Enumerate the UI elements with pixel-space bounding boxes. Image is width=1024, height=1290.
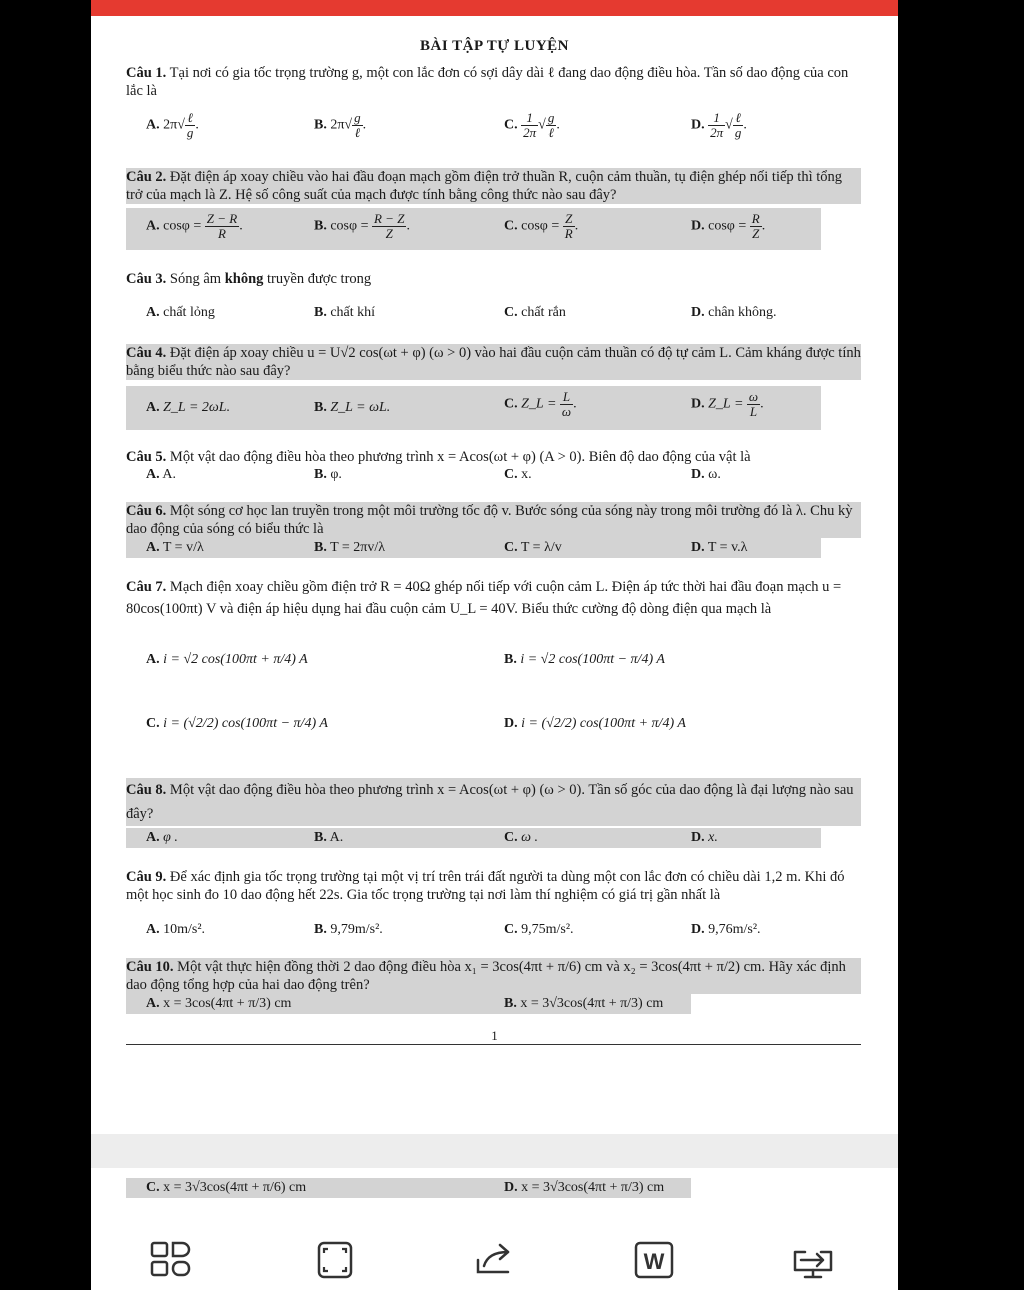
q8-option-a: A. φ . <box>146 830 178 845</box>
q3-option-c: C. chất rắn <box>504 305 566 320</box>
q9-option-a: A. 10m/s². <box>146 922 206 937</box>
q6-option-d: D. T = v.λ <box>691 540 748 555</box>
question-5: Câu 5. Một vật dao động điều hòa theo phương trình x = Acos(ωt + φ) (A > 0). Biên độ dao động của vật là <box>126 449 751 465</box>
word-export-icon[interactable] <box>632 1240 676 1280</box>
page-number: 1 <box>491 1028 498 1043</box>
q9-option-b: B. 9,79m/s². <box>314 922 383 937</box>
word-letter: W <box>643 1249 665 1274</box>
q2-option-b: B. cosφ = $\frac{R - Z}{Z}$ . <box>314 211 410 241</box>
q4-option-a: A. Z_L = 2ωL. <box>146 400 231 415</box>
q6-option-a: A. T = v/λ <box>146 540 204 555</box>
q7-option-d: D. i = (√2/2) cos(100πt + π/4) A <box>504 716 686 731</box>
question-3: Câu 3. Sóng âm không truyền được trong <box>126 271 372 287</box>
q10-option-b: B. x = 3√3cos(4πt + π/3) cm <box>504 996 664 1011</box>
q7-option-c: C. i = (√2/2) cos(100πt − π/4) A <box>146 716 328 731</box>
question-6: Câu 6. Một sóng cơ học lan truyền trong một môi trường tốc độ v. Bước sóng của sóng này trong môi trường đó là λ. Chu kỳ dao động của sóng có biểu thức là <box>126 502 861 538</box>
q5-option-c: C. x. <box>504 467 532 482</box>
q9-option-d: D. 9,76m/s². <box>691 922 761 937</box>
q8-option-c: C. ω . <box>504 830 539 845</box>
q3-option-a: A. chất lỏng <box>146 305 215 320</box>
q10-option-d: D. x = 3√3cos(4πt + π/3) cm <box>504 1180 665 1195</box>
q5-option-b: B. φ. <box>314 467 342 482</box>
question-9: Câu 9. Để xác định gia tốc trọng trường tại một vị trí trên trái đất người ta dùng một con lắc đơn có chiều dài 1,2 m. Khi đó một học sinh đo 10 dao động hết 22s. Gia tốc trọng trường tại nơi làm thí nghiệm có giá trị gần nhất là <box>126 869 845 903</box>
q6-option-b: B. T = 2πv/λ <box>314 540 386 555</box>
q4-option-d: D. Z_L = $\frac{\omega}{L}$ . <box>691 389 764 419</box>
share-icon[interactable] <box>472 1240 516 1280</box>
bottom-toolbar <box>91 1228 898 1290</box>
q5-option-d: D. ω. <box>691 467 721 482</box>
page-footer-line <box>126 1044 861 1045</box>
export-icon[interactable] <box>791 1240 835 1280</box>
q7-option-b: B. i = √2 cos(100πt − π/4) A <box>504 652 665 667</box>
document-page-2 <box>91 1168 898 1228</box>
q8-option-d: D. x. <box>691 830 718 845</box>
question-1: Câu 1. Tại nơi có gia tốc trọng trường g, một con lắc đơn có sợi dây dài ℓ đang dao động điều hòa. Tần số dao động của con lắc là <box>126 65 849 99</box>
top-accent-bar <box>91 0 898 16</box>
page-title: BÀI TẬP TỰ LUYỆN <box>419 38 569 54</box>
q4-option-c: C. Z_L = $\frac{L}{\omega}$ . <box>504 389 577 419</box>
q10-option-c: C. x = 3√3cos(4πt + π/6) cm <box>146 1180 307 1195</box>
q6-option-c: C. T = λ/v <box>504 540 562 555</box>
q1-option-a: A. 2π√ $\frac{\text{ℓ}}{g}$ . <box>146 110 199 140</box>
question-2: Câu 2. Đặt điện áp xoay chiều vào hai đầu đoạn mạch gồm điện trở thuần R, cuộn cảm thuần, tụ điện ghép nối tiếp thì tổng trở của mạch là Z. Hệ số công suất của mạch được tính bằng công thức nào sau đây? <box>126 168 861 204</box>
q5-option-a: A. A. <box>146 467 176 482</box>
q10-option-a: A. x = 3cos(4πt + π/3) cm <box>146 996 292 1011</box>
q4-option-b: B. Z_L = ωL. <box>314 400 391 415</box>
q1-option-d: D. $\frac{1}{2\pi}$ √ $\frac{\text{ℓ}}{g}$ . <box>691 110 747 140</box>
document-page-1 <box>91 16 898 1134</box>
q3-option-b: B. chất khí <box>314 305 376 320</box>
q7-option-a: A. i = √2 cos(100πt + π/4) A <box>146 652 308 667</box>
q1-option-b: B. 2π√ $\frac{g}{\text{ℓ}}$ . <box>314 110 367 140</box>
fullscreen-icon[interactable] <box>313 1240 357 1280</box>
question-8: Câu 8. Một vật dao động điều hòa theo phương trình x = Acos(ωt + φ) (ω > 0). Tần số góc của dao động là đại lượng nào sau đây? <box>126 778 861 826</box>
q8-option-b: B. A. <box>314 830 344 845</box>
q2-option-d: D. cosφ = $\frac{R}{Z}$ . <box>691 211 766 241</box>
question-7: Câu 7. Mạch điện xoay chiều gồm điện trở R = 40Ω ghép nối tiếp với cuộn cảm L. Điện áp tức thời hai đầu đoạn mạch u = 80cos(100πt) V và điện áp hiệu dụng hai đầu cuộn cảm U_L = 40V. Biểu thức cường độ dòng điện qua mạch là <box>126 579 842 617</box>
question-10: Câu 10. Một vật thực hiện đồng thời 2 dao động điều hòa x₁ = 3cos(4πt + π/6) cm và x₂ = 3cos(4πt + π/2) cm. Hãy xác định dao động tổng hợp của hai dao động trên? <box>126 958 861 994</box>
q2-option-c: C. cosφ = $\frac{Z}{R}$ . <box>504 211 579 241</box>
q2-option-a: A. cosφ = $\frac{Z - R}{R}$ . <box>146 211 243 241</box>
question-4: Câu 4. Đặt điện áp xoay chiều u = U√2 cos(ωt + φ) (ω > 0) vào hai đầu cuộn cảm thuần có độ tự cảm L. Cảm kháng được tính bằng biểu thức nào sau đây? <box>126 345 861 379</box>
page-gap <box>91 1134 898 1168</box>
q1-option-c: C. $\frac{1}{2\pi}$ √ $\frac{g}{\text{ℓ}}$ . <box>504 110 560 140</box>
q3-option-d: D. chân không. <box>691 305 777 320</box>
grid-view-icon[interactable] <box>149 1240 193 1280</box>
q9-option-c: C. 9,75m/s². <box>504 922 574 937</box>
